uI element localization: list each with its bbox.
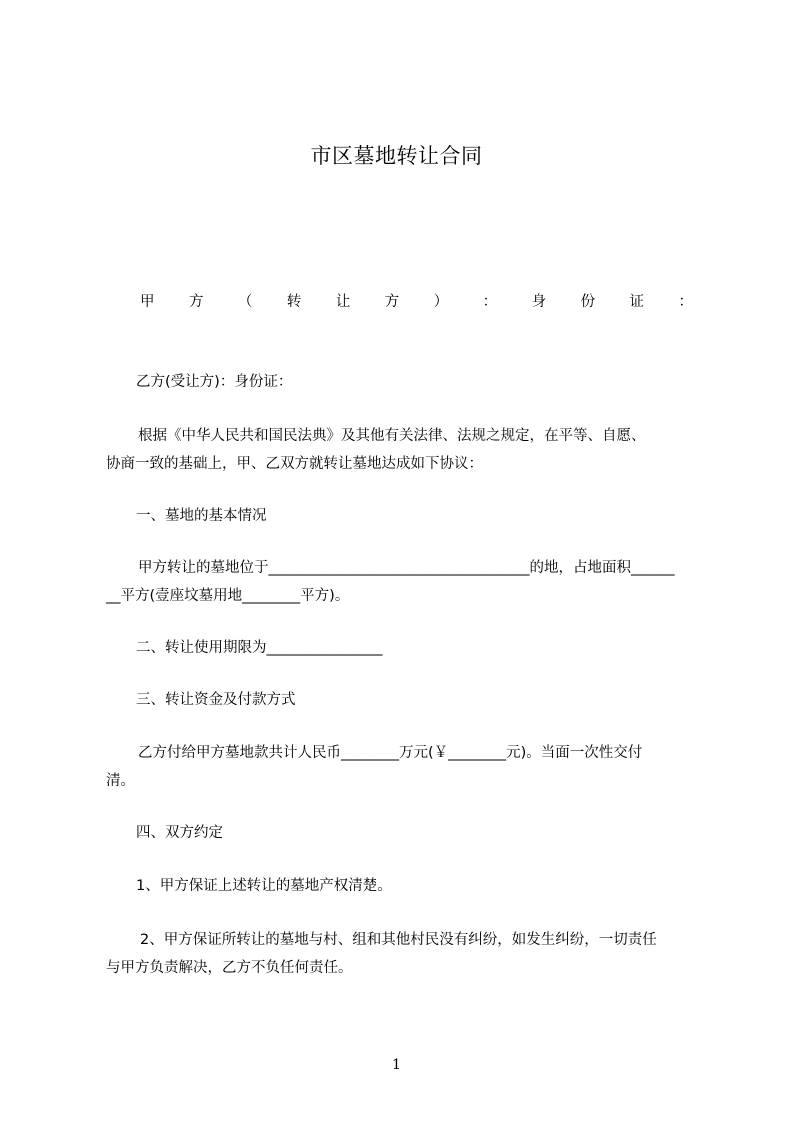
party-a-char: （ [237,294,253,310]
section-2-heading: 二、转让使用期限为________________ [136,640,383,656]
section-4-item-2-line-2: 与甲方负责解决，乙方不负任何责任。 [106,960,353,976]
party-a-char: 证 [629,294,645,310]
section-3-heading: 三、转让资金及付款方式 [136,692,296,708]
intro-line-1: 根据《中华人民共和国民法典》及其他有关法律、法规之规定，在平等、自愿、 [138,428,646,444]
section-3-line-2: 清。 [106,773,135,789]
document-title: 市区墓地转让合同 [310,144,483,168]
party-a-line [140,291,693,313]
party-b-line: 乙方(受让方)：身份证： [136,374,293,390]
party-a-char: 让 [335,294,351,310]
section-1-line-2: __平方(壹座坟墓用地________平方)。 [106,588,350,604]
section-1-line-1: 甲方转让的墓地位于____________________________________的地，占地面积______ [138,560,675,576]
party-a-char: ： [678,294,693,310]
section-1-heading: 一、墓地的基本情况 [136,508,267,524]
section-4-item-2-line-1: 2、甲方保证所转让的墓地与村、组和其他村民没有纠纷，如发生纠纷，一切责任 [140,932,657,948]
party-a-char: 份 [580,294,596,310]
intro-line-2: 协商一致的基础上，甲、乙双方就转让墓地达成如下协议： [106,456,483,472]
page-number: 1 [392,1057,401,1073]
party-a-char: 方 [384,294,400,310]
party-a-char: ： [482,294,498,310]
section-3-line-1: 乙方付给甲方墓地款共计人民币________万元(￥________元)。当面一次性交付 [138,745,643,761]
section-4-heading: 四、双方约定 [136,825,223,841]
party-a-char: 甲 [140,294,155,310]
party-a-char: 转 [286,294,302,310]
party-a-char: 方 [188,294,204,310]
section-4-item-1: 1、甲方保证上述转让的墓地产权清楚。 [136,878,392,894]
party-a-char: ） [433,294,449,310]
party-a-char: 身 [531,294,547,310]
